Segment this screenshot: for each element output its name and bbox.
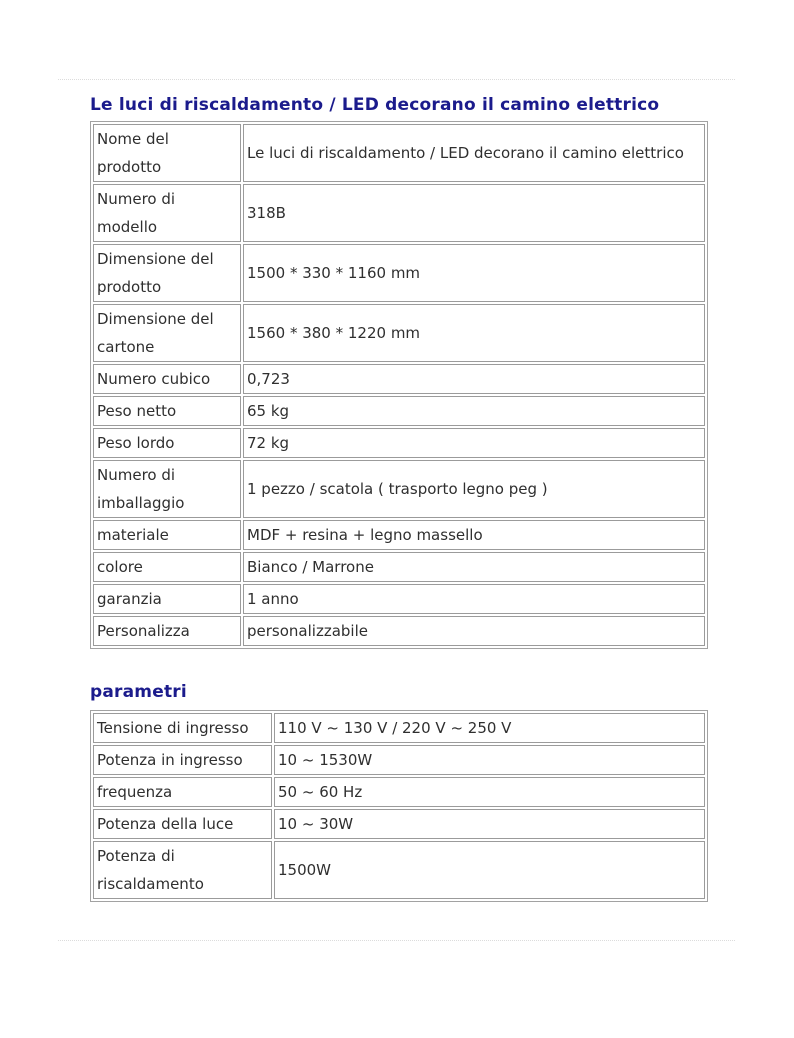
table-row bbox=[93, 244, 705, 302]
table-row bbox=[93, 364, 705, 394]
top-divider bbox=[58, 79, 735, 80]
table-row bbox=[93, 184, 705, 242]
table-row bbox=[93, 552, 705, 582]
bottom-divider bbox=[58, 940, 735, 941]
spec-value-cell: 65 kg bbox=[243, 396, 705, 426]
spec-value-cell: personalizzabile bbox=[243, 616, 705, 646]
spec-label-cell: Numero di imballaggio bbox=[93, 460, 241, 518]
table-row bbox=[93, 616, 705, 646]
spec-label-cell: colore bbox=[93, 552, 241, 582]
spec-value-cell: 318B bbox=[243, 184, 705, 242]
spec-value-cell: 50 ~ 60 Hz bbox=[274, 777, 705, 807]
page bbox=[0, 79, 794, 1038]
spec-label-cell: Peso lordo bbox=[93, 428, 241, 458]
table-row bbox=[93, 777, 705, 807]
spec-label-cell: Potenza di riscaldamento bbox=[93, 841, 272, 899]
spec-label-cell: Potenza in ingresso bbox=[93, 745, 272, 775]
table-row bbox=[93, 428, 705, 458]
table-row bbox=[93, 124, 705, 182]
spec-value-cell: Bianco / Marrone bbox=[243, 552, 705, 582]
spec-value-cell: 72 kg bbox=[243, 428, 705, 458]
spec-label-cell: Peso netto bbox=[93, 396, 241, 426]
spec-label-cell: Dimensione del prodotto bbox=[93, 244, 241, 302]
spec-value-cell: MDF + resina + legno massello bbox=[243, 520, 705, 550]
spec-label-cell: materiale bbox=[93, 520, 241, 550]
spec-value-cell: 1560 * 380 * 1220 mm bbox=[243, 304, 705, 362]
table-row bbox=[93, 713, 705, 743]
spec-value-cell: 110 V ~ 130 V / 220 V ~ 250 V bbox=[274, 713, 705, 743]
spec-value-cell: 10 ~ 30W bbox=[274, 809, 705, 839]
table-row bbox=[93, 809, 705, 839]
table-row bbox=[93, 304, 705, 362]
spec-value-cell: 1 pezzo / scatola ( trasporto legno peg ) bbox=[243, 460, 705, 518]
spec-label-cell: garanzia bbox=[93, 584, 241, 614]
content-area bbox=[90, 95, 708, 902]
spec-label-cell: Numero cubico bbox=[93, 364, 241, 394]
table-row bbox=[93, 841, 705, 899]
spec-value-cell: 1500 * 330 * 1160 mm bbox=[243, 244, 705, 302]
spec-value-cell: 1 anno bbox=[243, 584, 705, 614]
product-spec-table bbox=[90, 121, 708, 649]
table-row bbox=[93, 520, 705, 550]
table-row bbox=[93, 396, 705, 426]
spec-value-cell: 1500W bbox=[274, 841, 705, 899]
table-row bbox=[93, 584, 705, 614]
spec-label-cell: Potenza della luce bbox=[93, 809, 272, 839]
product-section-title: Le luci di riscaldamento / LED decorano il camino elettrico bbox=[90, 95, 660, 115]
spec-label-cell: Numero di modello bbox=[93, 184, 241, 242]
spec-label-cell: Tensione di ingresso bbox=[93, 713, 272, 743]
spec-value-cell: 10 ~ 1530W bbox=[274, 745, 705, 775]
spec-label-cell: Nome del prodotto bbox=[93, 124, 241, 182]
spec-label-cell: Personalizza bbox=[93, 616, 241, 646]
spec-label-cell: Dimensione del cartone bbox=[93, 304, 241, 362]
spec-value-cell: 0,723 bbox=[243, 364, 705, 394]
table-row bbox=[93, 460, 705, 518]
parameters-table bbox=[90, 710, 708, 902]
spec-label-cell: frequenza bbox=[93, 777, 272, 807]
parameters-section-title: parametri bbox=[90, 682, 187, 702]
spec-value-cell: Le luci di riscaldamento / LED decorano il camino elettrico bbox=[243, 124, 705, 182]
table-row bbox=[93, 745, 705, 775]
